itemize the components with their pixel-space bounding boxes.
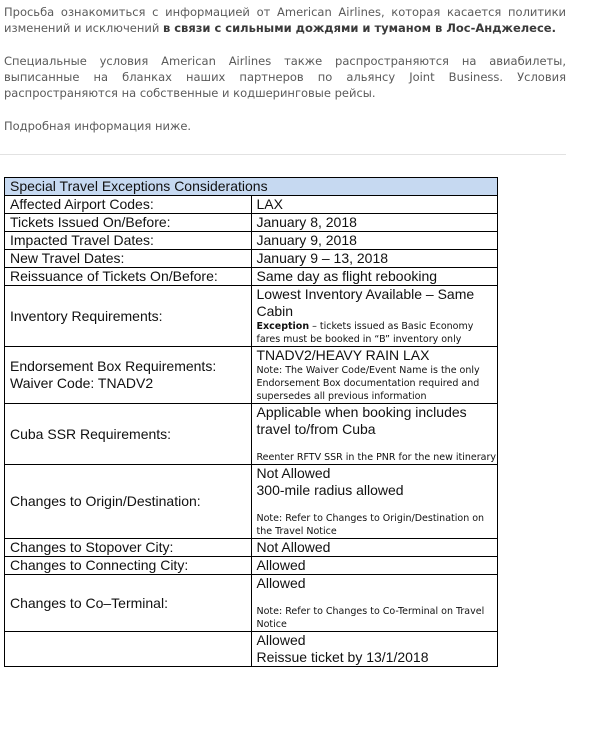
- coterminal-note: Note: Refer to Changes to Co-Terminal on Travel Notice: [256, 606, 485, 630]
- table-row: [5, 286, 498, 347]
- row-value: Not Allowed: [251, 539, 498, 557]
- note-bold: Exception: [256, 321, 310, 332]
- row-value: Same day as flight rebooking: [251, 268, 498, 286]
- row-value: [251, 575, 498, 632]
- intro-paragraph-3: [4, 118, 566, 134]
- table-row: [5, 404, 498, 465]
- row-label: Changes to Co–Terminal:: [5, 575, 252, 632]
- row-value: LAX: [251, 196, 498, 214]
- endorsement-note: Note: The Waiver Code/Event Name is the only Endorsement Box documentation required and supersedes all previous information: [256, 365, 480, 402]
- row-value: January 9, 2018: [251, 232, 498, 250]
- row-label: Changes to Stopover City:: [5, 539, 252, 557]
- table-row: [5, 232, 498, 250]
- table-row: [5, 557, 498, 575]
- row-value: [251, 286, 498, 347]
- row-label: Cuba SSR Requirements:: [5, 404, 252, 465]
- row-label: New Travel Dates:: [5, 250, 252, 268]
- cuba-value: Applicable when booking includes travel to/from Cuba: [256, 404, 467, 437]
- row-value: [251, 632, 498, 667]
- row-label: Tickets Issued On/Before:: [5, 214, 252, 232]
- coterminal-value: Allowed: [256, 575, 306, 591]
- origin-value-1: Not Allowed: [256, 465, 331, 481]
- exceptions-table: [4, 177, 498, 667]
- table-row: [5, 575, 498, 632]
- table-row: [5, 214, 498, 232]
- row-label: Affected Airport Codes:: [5, 196, 252, 214]
- last-value-1: Allowed: [256, 632, 306, 648]
- table-row: [5, 632, 498, 667]
- table-row: [5, 196, 498, 214]
- row-label: Changes to Connecting City:: [5, 557, 252, 575]
- table-row: [5, 465, 498, 539]
- intro-paragraph-2: [4, 53, 566, 101]
- note-text: – tickets issued as Basic Economy fares must be booked in “B” inventory only: [256, 321, 474, 345]
- table-row: [5, 250, 498, 268]
- row-value: January 9 – 13, 2018: [251, 250, 498, 268]
- inventory-value: Lowest Inventory Available – Same Cabin: [256, 286, 475, 319]
- intro-details-text: Подробная информация ниже.: [4, 119, 192, 133]
- row-label: Inventory Requirements:: [5, 286, 252, 347]
- row-label: [5, 347, 252, 404]
- cuba-note: Reenter RFTV SSR in the PNR for the new itinerary: [256, 452, 496, 463]
- table-row: [5, 539, 498, 557]
- divider: [0, 154, 566, 155]
- endorsement-value: TNADV2/HEAVY RAIN LAX: [256, 347, 430, 363]
- row-label: [5, 632, 252, 667]
- intro-bold-text: в связи с сильными дождями и туманом в Лос-Анджелесе.: [162, 21, 556, 35]
- table-header-row: [5, 178, 498, 196]
- row-value: [251, 465, 498, 539]
- intro-paragraph-1: [4, 4, 566, 36]
- row-value: [251, 347, 498, 404]
- origin-note: Note: Refer to Changes to Origin/Destination on the Travel Notice: [256, 513, 485, 537]
- intro-text: Просьба ознакомиться с информацией от American Airlines, которая касается политики изменений и исключений: [4, 5, 566, 35]
- origin-value-2: 300-mile radius allowed: [256, 482, 404, 498]
- last-value-2: Reissue ticket by 13/1/2018: [256, 649, 429, 665]
- waiver-code-label: Waiver Code: TNADV2: [10, 375, 154, 391]
- table-row: [5, 347, 498, 404]
- inventory-note: [257, 320, 498, 346]
- endorsement-label: Endorsement Box Requirements:: [10, 358, 217, 374]
- table-row: [5, 268, 498, 286]
- row-value: [251, 404, 498, 465]
- table-header: Special Travel Exceptions Considerations: [5, 178, 498, 196]
- row-value: Allowed: [251, 557, 498, 575]
- row-label: Reissuance of Tickets On/Before:: [5, 268, 252, 286]
- intro-partners-text: Специальные условия American Airlines также распространяются на авиабилеты, выписанные на бланках наших партнеров по альянсу Joint Business. Условия распространяются на собственные и кодшеринговые рейсы.: [4, 54, 566, 100]
- row-value: January 8, 2018: [251, 214, 498, 232]
- row-label: Impacted Travel Dates:: [5, 232, 252, 250]
- row-label: Changes to Origin/Destination:: [5, 465, 252, 539]
